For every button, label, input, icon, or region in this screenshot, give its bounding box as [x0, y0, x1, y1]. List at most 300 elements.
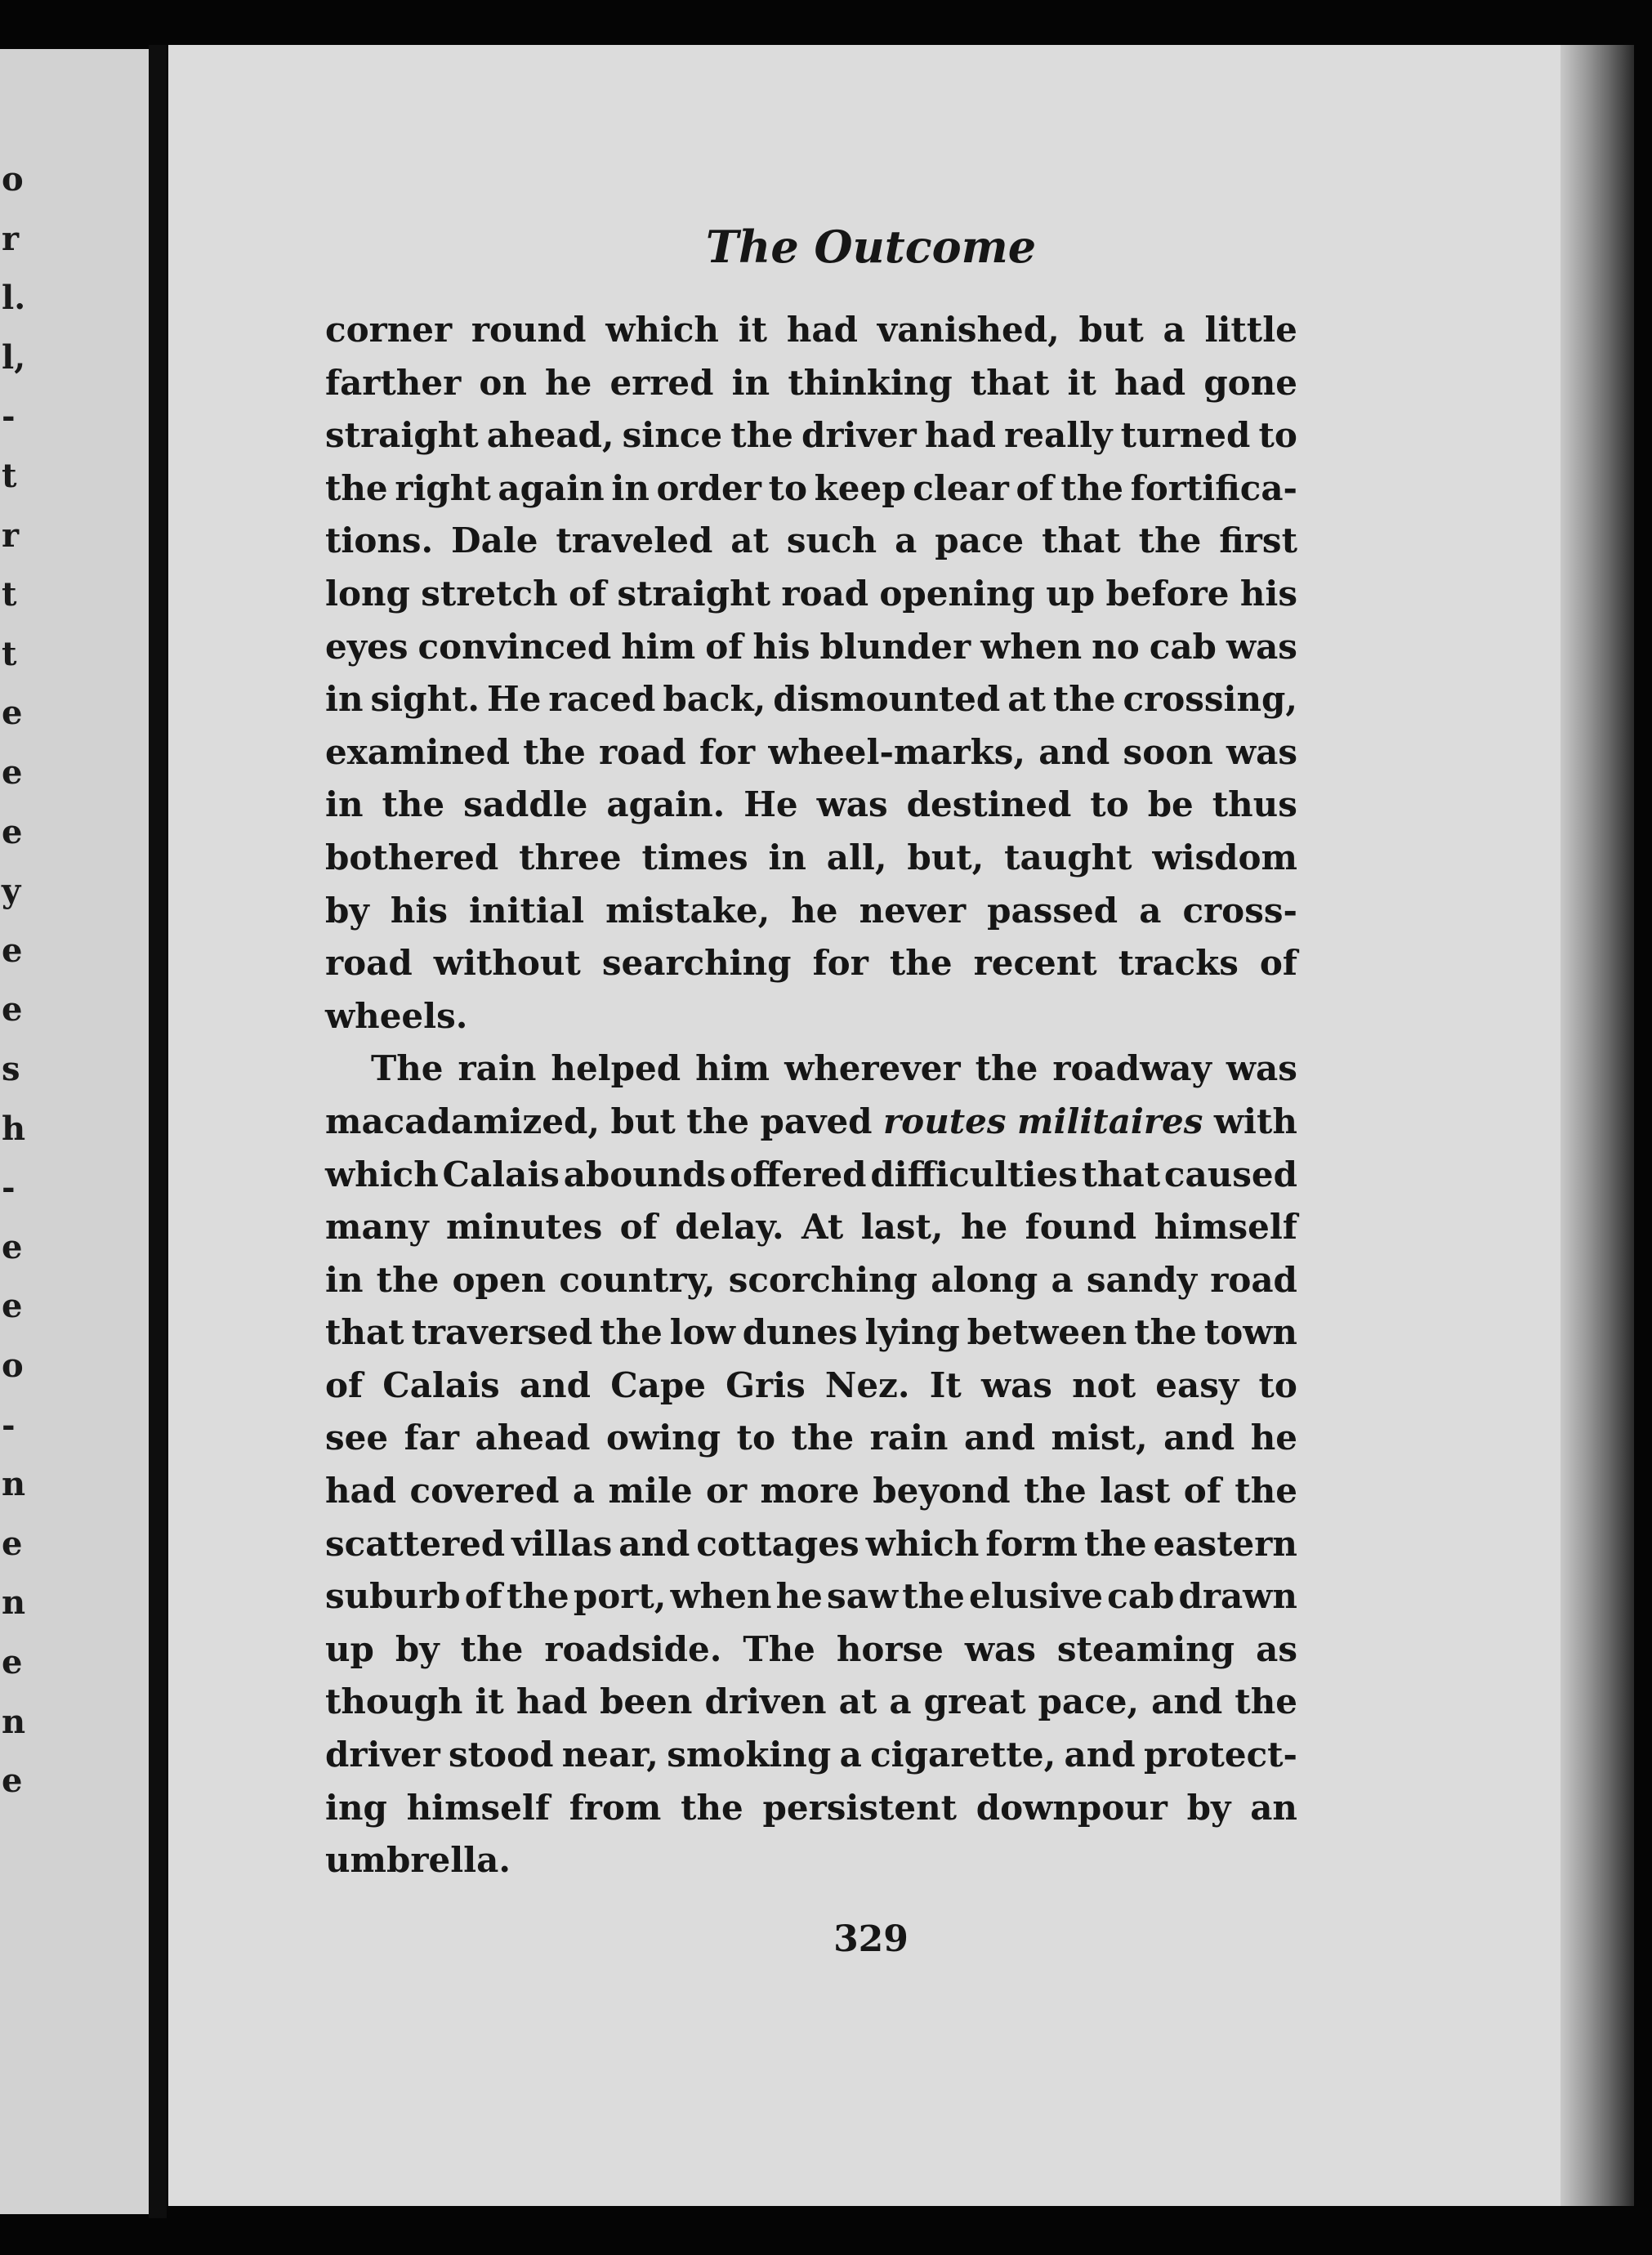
word: an [1250, 1787, 1297, 1828]
word: opening [879, 573, 1035, 614]
word: helped [551, 1048, 681, 1089]
word: raced [548, 679, 656, 720]
text-line [325, 1570, 1297, 1623]
word: Nez. [824, 1364, 910, 1405]
left-page-letter: e [2, 1762, 23, 1801]
word: villas [511, 1523, 613, 1564]
word: the [460, 1628, 524, 1669]
word: far [404, 1418, 459, 1458]
word: pace, [1038, 1681, 1140, 1722]
word: stretch [421, 573, 558, 614]
word: ahead [475, 1418, 591, 1458]
word: cab [1149, 626, 1217, 667]
left-page-letter: r [2, 516, 20, 555]
word: had [1114, 362, 1186, 403]
text-line [325, 990, 1297, 1043]
word: corner [325, 310, 453, 350]
word: beyond [873, 1471, 1011, 1512]
word: the [523, 731, 586, 772]
word: mistake, [605, 890, 770, 931]
word: the [889, 943, 953, 984]
word: last [1100, 1471, 1171, 1512]
word: mist, [1051, 1418, 1148, 1458]
left-page-letter: - [2, 1405, 16, 1445]
word: the [1235, 1471, 1297, 1512]
word: cab [1107, 1576, 1175, 1617]
word: and [1064, 1735, 1136, 1775]
left-page-letter: t [2, 575, 17, 614]
word: the [382, 784, 445, 825]
left-page-letter: s [2, 1050, 20, 1088]
word: and [1163, 1418, 1235, 1458]
body-text [325, 304, 1297, 1887]
word: abounds [563, 1154, 726, 1194]
word: in [611, 467, 650, 508]
word: by [395, 1628, 440, 1669]
word: by [1186, 1787, 1231, 1828]
word: the [902, 1576, 965, 1617]
word: gone [1203, 362, 1297, 403]
word: the [1083, 1523, 1147, 1564]
word: since [622, 415, 723, 456]
word: a [895, 520, 918, 561]
word: soon [1123, 731, 1213, 772]
word: a [572, 1471, 596, 1512]
word: between [967, 1312, 1127, 1353]
word: paved [760, 1101, 873, 1141]
word: wheels. [325, 995, 468, 1036]
word: elusive [969, 1576, 1103, 1617]
text-line [325, 304, 1297, 357]
word: country, [559, 1259, 716, 1300]
text-line [325, 1043, 1297, 1096]
text-line [325, 1201, 1297, 1254]
word: a [1163, 310, 1185, 350]
left-page-letter: h [2, 1109, 26, 1148]
text-line [325, 621, 1297, 674]
left-page-letter: e [2, 1524, 23, 1563]
word: the [376, 1259, 440, 1300]
word: a [1051, 1259, 1074, 1300]
word: caused [1163, 1154, 1297, 1194]
word: of [325, 1364, 364, 1405]
word: himself [1154, 1207, 1297, 1248]
word: be [1147, 784, 1194, 825]
word: roadside. [544, 1628, 722, 1669]
word: he [545, 362, 592, 403]
word: traveled [556, 520, 713, 561]
text-line [325, 832, 1297, 885]
word: lying [864, 1312, 960, 1353]
word: thus [1212, 784, 1297, 825]
word: downpour [976, 1787, 1168, 1828]
word: steaming [1056, 1628, 1235, 1669]
word: not [1072, 1364, 1136, 1405]
word: searching [601, 943, 792, 984]
word: the [600, 1312, 663, 1353]
text-line [325, 726, 1297, 779]
word: a [839, 1735, 862, 1775]
left-page-letter: - [2, 1168, 16, 1208]
word: which [605, 310, 719, 350]
word: cigarette, [870, 1735, 1056, 1775]
word: had [516, 1681, 587, 1722]
text-line [325, 1465, 1297, 1518]
word: first [1219, 520, 1297, 561]
word: Dale [451, 520, 538, 561]
text-line [325, 1412, 1297, 1465]
word: without [433, 943, 581, 984]
word: though [325, 1681, 463, 1722]
word: of [464, 1576, 502, 1617]
word: in [325, 1259, 364, 1300]
word: his [390, 890, 448, 931]
word: ing [325, 1787, 387, 1828]
word: the [507, 1576, 569, 1617]
word: passed [987, 890, 1118, 931]
text-line [325, 1834, 1297, 1887]
word: to [1090, 784, 1129, 825]
word: the [1060, 467, 1123, 508]
word: open [452, 1259, 547, 1300]
word: with [1213, 1101, 1297, 1141]
word: port, [573, 1576, 667, 1617]
word: himself [406, 1787, 550, 1828]
word: turned [1120, 415, 1251, 456]
word: to [736, 1418, 775, 1458]
word: him [695, 1048, 770, 1089]
word: keep [814, 467, 906, 508]
word: wheel-marks, [768, 731, 1026, 772]
left-page-letter: e [2, 694, 23, 733]
word: he [791, 890, 838, 931]
word: macadamized, [325, 1101, 600, 1141]
word: Cape [610, 1364, 706, 1405]
word: of [705, 626, 743, 667]
left-page-letter: e [2, 1287, 23, 1326]
text-line [325, 515, 1297, 568]
text-line [325, 357, 1297, 410]
text-line [325, 937, 1297, 990]
word: had [924, 415, 996, 456]
word: saw [827, 1576, 899, 1617]
word: vanished, [877, 310, 1060, 350]
word: clear [913, 467, 1009, 508]
word: see [325, 1418, 389, 1458]
word: had [786, 310, 858, 350]
word: militaires [1017, 1101, 1203, 1141]
word: erred [609, 362, 714, 403]
word: and [1038, 731, 1110, 772]
word: Calais [442, 1154, 560, 1194]
word: no [1092, 626, 1140, 667]
word: dismounted [773, 679, 1001, 720]
word: had [325, 1471, 397, 1512]
word: round [471, 310, 587, 350]
text-line [325, 1623, 1297, 1677]
word: but [610, 1101, 676, 1141]
word: really [1004, 415, 1113, 456]
left-page-letter: l. [2, 279, 26, 318]
word: many [325, 1207, 429, 1248]
word: which [865, 1523, 980, 1564]
word: before [1105, 573, 1230, 614]
word: been [600, 1681, 693, 1722]
word: found [1025, 1207, 1137, 1248]
word: was [1226, 731, 1297, 772]
word: of [619, 1207, 658, 1248]
text-line [325, 779, 1297, 832]
word: pace [935, 520, 1025, 561]
left-page-letter: t [2, 457, 17, 495]
word: never [859, 890, 967, 931]
word: a [1139, 890, 1162, 931]
word: At [801, 1207, 844, 1248]
word: in [325, 784, 364, 825]
word: when [670, 1576, 772, 1617]
word: the [975, 1048, 1038, 1089]
word: smoking [667, 1735, 832, 1775]
word: a [889, 1681, 912, 1722]
left-page-letter: e [2, 1227, 23, 1266]
word: horse [836, 1628, 944, 1669]
left-page-letter: n [2, 1465, 26, 1504]
word: dunes [742, 1312, 858, 1353]
word: of [1183, 1471, 1221, 1512]
left-page-letter: o [2, 160, 24, 199]
word: traversed [411, 1312, 593, 1353]
word: road [781, 573, 869, 614]
word: it [738, 310, 768, 350]
word: drawn [1178, 1576, 1297, 1617]
word: long [325, 573, 410, 614]
word: by [325, 890, 369, 931]
word: and [1151, 1681, 1223, 1722]
word: delay. [675, 1207, 784, 1248]
word: straight [617, 573, 771, 614]
word: The [371, 1048, 444, 1089]
word: all, [826, 837, 887, 877]
word: crossing, [1123, 679, 1297, 720]
text-line [325, 1782, 1297, 1835]
word: such [786, 520, 877, 561]
word: form [985, 1523, 1078, 1564]
word: the [325, 467, 388, 508]
word: was [1226, 1048, 1297, 1089]
word: rain [458, 1048, 537, 1089]
left-page-letter: e [2, 1643, 23, 1681]
left-page-letter: n [2, 1702, 26, 1741]
word: three [519, 837, 622, 877]
word: great [923, 1681, 1026, 1722]
word: the [1235, 1681, 1297, 1722]
word: routes [883, 1101, 1007, 1141]
word: was [1226, 626, 1297, 667]
word: road [599, 731, 686, 772]
word: bothered [325, 837, 499, 877]
word: or [705, 1471, 748, 1512]
text-line [325, 1360, 1297, 1413]
word: umbrella. [325, 1840, 511, 1881]
word: cottages [696, 1523, 859, 1564]
word: the [791, 1418, 855, 1458]
word: mile [608, 1471, 693, 1512]
word: of [1259, 943, 1297, 984]
word: he [1250, 1418, 1297, 1458]
word: in [325, 679, 364, 720]
word: his [752, 626, 810, 667]
left-page-letter: l, [2, 337, 26, 377]
text-line [325, 568, 1297, 621]
word: he [960, 1207, 1008, 1248]
word: cross- [1182, 890, 1297, 931]
left-page-letter: t [2, 634, 17, 673]
word: in [731, 362, 770, 403]
word: scorching [728, 1259, 918, 1300]
word: wherever [784, 1048, 961, 1089]
word: him [621, 626, 696, 667]
word: farther [325, 362, 462, 403]
word: order [656, 467, 761, 508]
word: to [1258, 1364, 1297, 1405]
left-page-letter: y [2, 872, 21, 911]
word: at [838, 1681, 877, 1722]
word: examined [325, 731, 510, 772]
word: of [1016, 467, 1054, 508]
word: stood [449, 1735, 554, 1775]
word: convinced [417, 626, 612, 667]
word: the [681, 1787, 743, 1828]
word: the [730, 415, 793, 456]
word: Calais [382, 1364, 500, 1405]
text-line [325, 885, 1297, 938]
word: for [812, 943, 868, 984]
word: difficulties [870, 1154, 1078, 1194]
word: wisdom [1152, 837, 1297, 877]
word: on [479, 362, 527, 403]
word: blunder [819, 626, 971, 667]
word: near, [561, 1735, 659, 1775]
word: but, [907, 837, 985, 877]
word: his [1239, 573, 1297, 614]
word: and [618, 1523, 690, 1564]
word: from [569, 1787, 662, 1828]
word: He [487, 679, 542, 720]
word: that [325, 1312, 404, 1353]
word: He [743, 784, 798, 825]
word: destined [906, 784, 1072, 825]
word: straight [325, 415, 479, 456]
word: that [1042, 520, 1121, 561]
text-line [325, 673, 1297, 726]
word: little [1204, 310, 1297, 350]
word: when [980, 626, 1083, 667]
word: right [395, 467, 491, 508]
word: tracks [1118, 943, 1239, 984]
word: at [730, 520, 769, 561]
word: up [325, 1628, 374, 1669]
text-line [325, 1306, 1297, 1360]
left-page-letter: e [2, 990, 23, 1029]
word: eastern [1153, 1523, 1297, 1564]
word: It [929, 1364, 962, 1405]
text-line [325, 1254, 1297, 1307]
word: that [970, 362, 1050, 403]
word: to [768, 467, 807, 508]
text-line [325, 1676, 1297, 1729]
word: again [498, 467, 605, 508]
running-head: The Outcome [705, 221, 1037, 273]
word: for [699, 731, 756, 772]
word: he [775, 1576, 823, 1617]
word: town [1203, 1312, 1297, 1353]
word: persistent [762, 1787, 958, 1828]
word: recent [973, 943, 1097, 984]
word: suburb [325, 1576, 461, 1617]
word: up [1046, 573, 1096, 614]
left-page-letters [0, 49, 25, 2214]
left-page-letter: - [2, 397, 16, 436]
word: protect- [1143, 1735, 1297, 1775]
word: at [1007, 679, 1046, 720]
word: times [641, 837, 748, 877]
word: driver [325, 1735, 440, 1775]
word: it [475, 1681, 504, 1722]
word: along [931, 1259, 1038, 1300]
word: the [1134, 1312, 1197, 1353]
word: fortifica- [1130, 467, 1297, 508]
word: to [1258, 415, 1297, 456]
word: was [816, 784, 888, 825]
word: owing [606, 1418, 721, 1458]
book-gutter [149, 45, 167, 2218]
word: road [325, 943, 413, 984]
word: but [1078, 310, 1144, 350]
left-page-letter: e [2, 931, 23, 970]
text-line [325, 1518, 1297, 1571]
word: sandy [1086, 1259, 1198, 1300]
left-page-letter: e [2, 812, 23, 851]
word: driven [704, 1681, 827, 1722]
word: that [1081, 1154, 1161, 1194]
left-page-letter: r [2, 219, 20, 258]
word: last, [860, 1207, 944, 1248]
word: the [1024, 1471, 1087, 1512]
page-number: 329 [833, 1918, 909, 1960]
word: of [568, 573, 607, 614]
word: road [1210, 1259, 1297, 1300]
word: back, [663, 679, 766, 720]
word: saddle [463, 784, 588, 825]
word: low [669, 1312, 735, 1353]
left-page-letter: o [2, 1346, 24, 1385]
word: the [1138, 520, 1202, 561]
word: the [686, 1101, 749, 1141]
text-line [325, 462, 1297, 516]
text-line [325, 1096, 1297, 1149]
word: taught [1004, 837, 1132, 877]
left-page-edge [0, 49, 155, 2214]
word: it [1067, 362, 1096, 403]
text-line [325, 409, 1297, 462]
word: again. [606, 784, 726, 825]
word: initial [469, 890, 585, 931]
word: roadway [1052, 1048, 1212, 1089]
word: as [1256, 1628, 1297, 1669]
word: scattered [325, 1523, 506, 1564]
text-line [325, 1149, 1297, 1202]
word: sight. [370, 679, 480, 720]
